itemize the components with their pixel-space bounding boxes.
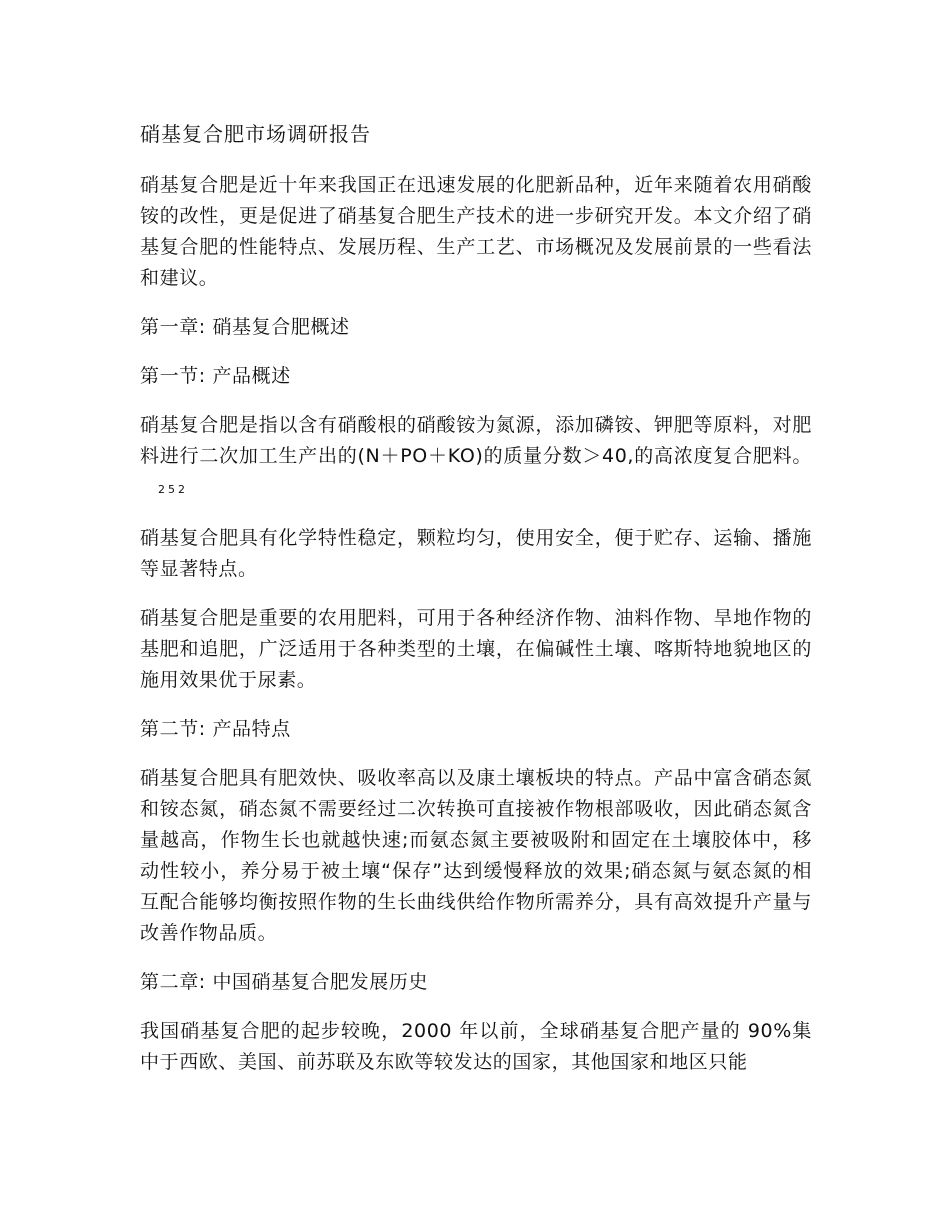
features-paragraph: 硝基复合肥具有肥效快、吸收率高以及康土壤板块的特点。产品中富含硝态氮和铵态氮，硝态氮不需要经过二次转换可直接被作物根部吸收，因此硝态氮含量越高，作物生长也就越快速;而氨态氮主要被吸附和固定在土壤胶体中，移动性较小，养分易于被土壤“保存”达到缓慢释放的效果;硝态氮与氨态氮的相互配合能够均衡按照作物的生长曲线供给作物所需养分，具有高效提升产量与改善作物品质。 [140,767,812,944]
document-title: 硝基复合肥市场调研报告 [140,122,371,146]
usage-paragraph: 硝基复合肥是重要的农用肥料，可用于各种经济作物、油料作物、旱地作物的基肥和追肥，广泛适用于各种类型的土壤，在偏碱性土壤、喀斯特地貌地区的施用效果优于尿素。 [140,607,812,691]
product-overview-text: 硝基复合肥是指以含有硝酸根的硝酸铵为氮源，添加磷铵、钾肥等原料，对肥料进行二次加工生产出的(N＋PO＋KO)的质量分数＞40,的高浓度复合肥料。 [140,414,812,467]
section-2-heading: 第二节: 产品特点 [140,718,291,740]
history-paragraph: 我国硝基复合肥的起步较晚，2000 年以前，全球硝基复合肥产量的 90%集中于西欧、美国、前苏联及东欧等较发达的国家，其他国家和地区只能 [140,1020,812,1073]
intro-paragraph: 硝基复合肥是近十年来我国正在迅速发展的化肥新品种，近年来随着农用硝酸铵的改性，更是促进了硝基复合肥生产技术的进一步研究开发。本文介绍了硝基复合肥的性能特点、发展历程、生产工艺、市场概况及发展前景的一些看法和建议。 [140,174,812,289]
section-1-heading: 第一节: 产品概述 [140,365,291,387]
subscript-numbers: 252 [158,483,188,496]
chapter-1-heading: 第一章: 硝基复合肥概述 [140,316,350,338]
properties-paragraph: 硝基复合肥具有化学特性稳定，颗粒均匀，使用安全，便于贮存、运输、播施等显著特点。 [140,527,812,580]
document-page [140,118,812,1096]
product-overview-paragraph [140,410,812,505]
chapter-2-heading: 第二章: 中国硝基复合肥发展历史 [140,971,429,993]
